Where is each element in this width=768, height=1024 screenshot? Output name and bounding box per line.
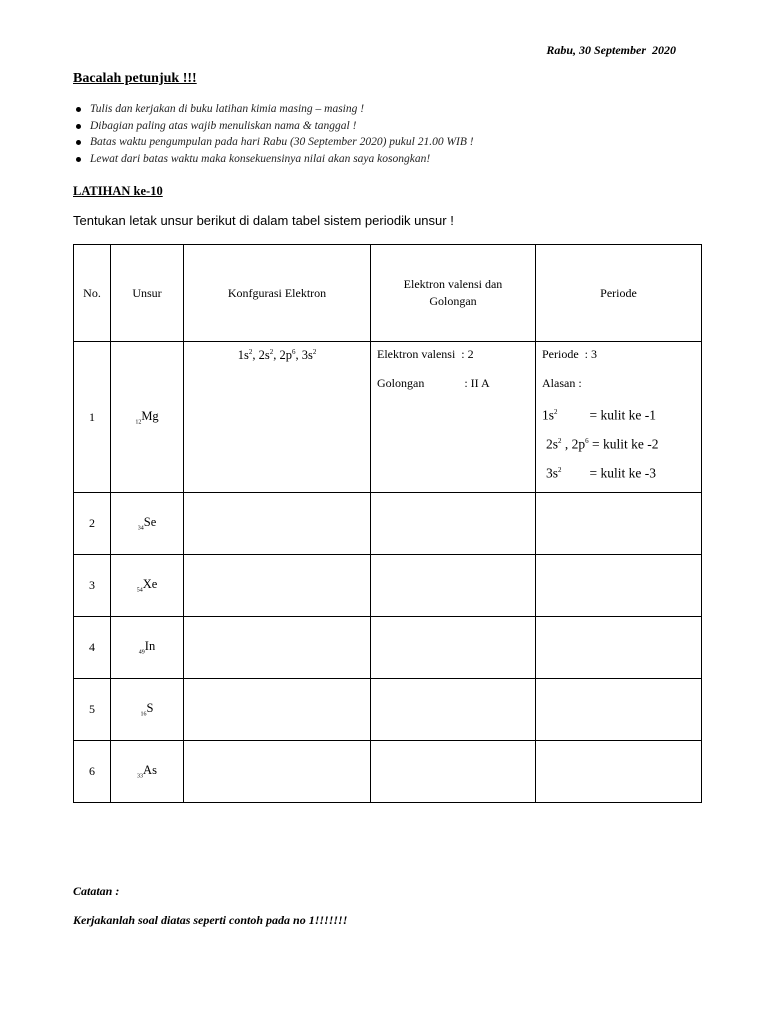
cell-valence[interactable] xyxy=(371,493,536,555)
header-unsur: Unsur xyxy=(111,245,184,342)
cell-element xyxy=(111,679,184,741)
cell-no: 4 xyxy=(74,617,111,679)
element-symbol: S xyxy=(146,701,154,716)
header-no: No. xyxy=(74,245,111,342)
periodic-table-exercise xyxy=(73,244,702,803)
cell-periode xyxy=(536,342,702,493)
table-row xyxy=(74,617,702,679)
cell-config[interactable] xyxy=(184,617,371,679)
table-row xyxy=(74,493,702,555)
instructions-list xyxy=(73,101,474,167)
cell-periode[interactable] xyxy=(536,679,702,741)
cell-no: 5 xyxy=(74,679,111,741)
header-config: Konfgurasi Elektron xyxy=(184,245,371,342)
atomic-number: 16 xyxy=(140,711,147,718)
notes-text: Kerjakanlah soal diatas seperti contoh pada no 1!!!!!!! xyxy=(73,913,348,927)
reason-line-3: $3s^2$ = kulit ke -3 xyxy=(546,465,656,481)
atomic-number: 49 xyxy=(138,649,145,656)
table-row xyxy=(74,679,702,741)
cell-valence[interactable] xyxy=(371,741,536,803)
table-row xyxy=(74,555,702,617)
cell-element xyxy=(111,555,184,617)
cell-valence[interactable] xyxy=(371,617,536,679)
header-valence xyxy=(371,245,536,342)
atomic-number: 34 xyxy=(137,525,144,532)
element-symbol: As xyxy=(143,763,157,778)
table-row xyxy=(74,741,702,803)
valence-electrons: Elektron valensi : 2 xyxy=(377,347,474,361)
cell-no: 3 xyxy=(74,555,111,617)
atomic-number: 54 xyxy=(136,587,143,594)
cell-periode[interactable] xyxy=(536,741,702,803)
exercise-question: Tentukan letak unsur berikut di dalam tabel sistem periodik unsur ! xyxy=(73,213,454,228)
instruction-item: Dibagian paling atas wajib menuliskan nama & tanggal ! xyxy=(73,118,474,135)
header-valence-line2: Golongan xyxy=(429,294,477,308)
instruction-item: Batas waktu pengumpulan pada hari Rabu (30 September 2020) pukul 21.00 WIB ! xyxy=(73,134,474,151)
reason-label: Alasan : xyxy=(542,376,582,390)
cell-config[interactable] xyxy=(184,741,371,803)
cell-element xyxy=(111,741,184,803)
element-symbol: Se xyxy=(143,515,157,530)
instruction-item: Tulis dan kerjakan di buku latihan kimia masing – masing ! xyxy=(73,101,474,118)
notes-label: Catatan : xyxy=(73,884,120,898)
cell-no: 1 xyxy=(74,342,111,493)
cell-no: 2 xyxy=(74,493,111,555)
document-date: Rabu, 30 September 2020 xyxy=(546,43,676,57)
header-periode: Periode xyxy=(536,245,702,342)
cell-element xyxy=(111,617,184,679)
group-label: Golongan xyxy=(377,376,425,390)
element-symbol: In xyxy=(144,639,156,654)
element-symbol: Mg xyxy=(141,408,159,423)
cell-valence[interactable] xyxy=(371,555,536,617)
cell-element xyxy=(111,493,184,555)
atomic-number: 33 xyxy=(137,773,144,780)
cell-periode[interactable] xyxy=(536,493,702,555)
instructions-title: Bacalah petunjuk !!! xyxy=(73,71,197,86)
exercise-title: LATIHAN ke-10 xyxy=(73,184,163,198)
cell-valence xyxy=(371,342,536,493)
group-line xyxy=(377,375,529,404)
electron-configuration: $1s^2$, $2s^2$, $2p^6$, $3s^2$ xyxy=(237,348,317,363)
cell-element xyxy=(111,342,184,493)
cell-config xyxy=(184,342,371,493)
cell-config[interactable] xyxy=(184,679,371,741)
cell-periode[interactable] xyxy=(536,617,702,679)
periode-value: Periode : 3 xyxy=(542,347,597,361)
table-row-example xyxy=(74,342,702,493)
header-valence-line1: Elektron valensi dan xyxy=(403,277,503,291)
group-value: : II A xyxy=(464,376,490,390)
cell-config[interactable] xyxy=(184,555,371,617)
cell-valence[interactable] xyxy=(371,679,536,741)
atomic-number: 12 xyxy=(135,419,142,426)
cell-config[interactable] xyxy=(184,493,371,555)
reason-line-2: $2s^2$ , $2p^6$ = kulit ke -2 xyxy=(546,436,659,452)
cell-no: 6 xyxy=(74,741,111,803)
cell-periode[interactable] xyxy=(536,555,702,617)
reason-line-1: $1s^2$ = kulit ke -1 xyxy=(542,407,656,423)
instruction-item: Lewat dari batas waktu maka konsekuensinya nilai akan saya kosongkan! xyxy=(73,151,474,168)
element-symbol: Xe xyxy=(142,577,158,592)
table-header-row xyxy=(74,245,702,342)
